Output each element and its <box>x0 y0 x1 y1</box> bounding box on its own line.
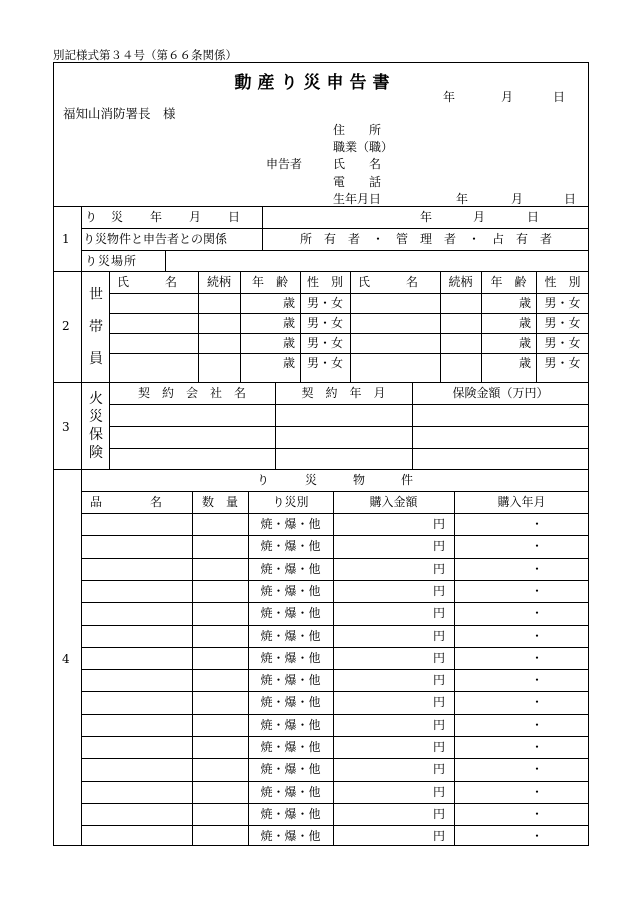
birth-year: 年 <box>456 192 469 206</box>
purchase-date-separator: ・ <box>530 740 543 754</box>
col-header-sex: 性 別 <box>544 275 581 289</box>
col-header-name: 氏 名 <box>358 275 419 289</box>
col-header-relation: 続柄 <box>206 275 231 289</box>
relation-options[interactable]: 所 有 者 ・ 管 理 者 ・ 占 有 者 <box>300 232 553 246</box>
birth-day: 日 <box>564 192 577 206</box>
damage-type-options[interactable]: 焼・爆・他 <box>260 561 321 576</box>
yen-unit: 円 <box>432 695 445 710</box>
damage-type-options[interactable]: 焼・爆・他 <box>260 784 321 799</box>
purchase-date-separator: ・ <box>530 784 543 799</box>
damage-type-options[interactable]: 焼・爆・他 <box>260 673 321 688</box>
purchase-date-separator: ・ <box>530 695 543 710</box>
place-label: り災場所 <box>85 254 138 268</box>
address-label[interactable]: 住 所 <box>333 123 382 137</box>
damage-type-options[interactable]: 焼・爆・他 <box>260 829 321 844</box>
yen-unit: 円 <box>432 806 445 821</box>
phone-label[interactable]: 電 話 <box>333 175 382 189</box>
yen-unit: 円 <box>432 539 445 554</box>
col-header-sex: 性 別 <box>306 275 343 289</box>
form-reference: 別記様式第３４号（第６６条関係） <box>53 48 237 62</box>
damaged-items-caption: り 災 物 件 <box>256 473 413 487</box>
section2-number: 2 <box>62 319 70 333</box>
yen-unit: 円 <box>432 517 445 531</box>
yen-unit: 円 <box>432 561 445 576</box>
section3-number: 3 <box>62 420 70 434</box>
disaster-year: 年 <box>420 210 433 224</box>
yen-unit: 円 <box>432 650 445 665</box>
relation-label: り災物件と申告者との関係 <box>83 232 228 246</box>
name-label[interactable]: 氏 名 <box>333 157 382 171</box>
purchase-date-separator: ・ <box>530 650 543 665</box>
insurance-side-label-4: 険 <box>89 445 103 461</box>
damage-type-options[interactable]: 焼・爆・他 <box>260 762 321 777</box>
col-header-contract-date: 契 約 年 月 <box>301 386 386 400</box>
col-header-item-name: 品 名 <box>90 495 163 509</box>
form-title: 動産り災申告書 <box>234 73 396 93</box>
col-header-age: 年 齢 <box>251 275 288 289</box>
section1-number: 1 <box>62 232 70 246</box>
damage-type-options[interactable]: 焼・爆・他 <box>260 517 321 531</box>
purchase-date-separator: ・ <box>530 539 543 554</box>
damage-type-options[interactable]: 焼・爆・他 <box>260 717 321 732</box>
purchase-date-separator: ・ <box>530 583 543 598</box>
disaster-month: 月 <box>473 210 486 224</box>
purchase-date-separator: ・ <box>530 561 543 576</box>
damage-type-options[interactable]: 焼・爆・他 <box>260 740 321 754</box>
damage-type-options[interactable]: 焼・爆・他 <box>260 606 321 621</box>
age-unit: 歳 <box>282 316 295 330</box>
col-header-damage-type: り災別 <box>272 495 309 509</box>
purchase-date-separator: ・ <box>530 829 543 844</box>
col-header-name: 氏 名 <box>117 275 178 289</box>
insurance-side-label-3: 保 <box>89 427 103 443</box>
report-date-month: 月 <box>501 90 514 104</box>
sex-options[interactable]: 男・女 <box>306 356 343 370</box>
sex-options[interactable]: 男・女 <box>544 336 581 350</box>
section4-number: 4 <box>62 652 70 666</box>
age-unit: 歳 <box>282 336 295 350</box>
sex-options[interactable]: 男・女 <box>544 296 581 310</box>
col-header-purchase-amount: 購入金額 <box>369 495 418 509</box>
age-unit: 歳 <box>518 336 531 350</box>
yen-unit: 円 <box>432 784 445 799</box>
report-date-day: 日 <box>553 90 566 104</box>
occupation-label[interactable]: 職業（職） <box>333 140 394 154</box>
yen-unit: 円 <box>432 583 445 598</box>
insurance-side-label-2: 災 <box>89 409 103 425</box>
col-header-insured-amount: 保険金額（万円） <box>452 386 549 400</box>
sex-options[interactable]: 男・女 <box>306 336 343 350</box>
damage-type-options[interactable]: 焼・爆・他 <box>260 650 321 665</box>
damage-type-options[interactable]: 焼・爆・他 <box>260 695 321 710</box>
damage-type-options[interactable]: 焼・爆・他 <box>260 583 321 598</box>
col-header-age: 年 齢 <box>490 275 527 289</box>
purchase-date-separator: ・ <box>530 762 543 777</box>
age-unit: 歳 <box>518 296 531 310</box>
applicant-label: 申告者 <box>266 157 303 171</box>
birthdate-label[interactable]: 生年月日 <box>333 192 382 206</box>
age-unit: 歳 <box>282 356 295 370</box>
birth-month: 月 <box>511 192 524 206</box>
yen-unit: 円 <box>432 606 445 621</box>
addressee: 福知山消防署長 様 <box>63 106 176 121</box>
sex-options[interactable]: 男・女 <box>544 316 581 330</box>
sex-options[interactable]: 男・女 <box>306 296 343 310</box>
sex-options[interactable]: 男・女 <box>306 316 343 330</box>
age-unit: 歳 <box>518 316 531 330</box>
purchase-date-separator: ・ <box>530 717 543 732</box>
household-side-label-1: 世 <box>89 287 103 303</box>
household-side-label-2: 帯 <box>89 319 103 335</box>
purchase-date-separator: ・ <box>530 606 543 621</box>
yen-unit: 円 <box>432 628 445 643</box>
yen-unit: 円 <box>432 673 445 688</box>
yen-unit: 円 <box>432 740 445 754</box>
report-date-year: 年 <box>443 90 456 104</box>
purchase-date-separator: ・ <box>530 673 543 688</box>
age-unit: 歳 <box>282 296 295 310</box>
purchase-date-separator: ・ <box>530 628 543 643</box>
disaster-date-label: り 災 年 月 日 <box>85 210 242 224</box>
disaster-day: 日 <box>527 210 540 224</box>
insurance-side-label-1: 火 <box>89 391 103 407</box>
purchase-date-separator: ・ <box>530 517 543 531</box>
col-header-quantity: 数 量 <box>201 495 238 509</box>
purchase-date-separator: ・ <box>530 806 543 821</box>
col-header-purchase-date: 購入年月 <box>497 495 546 509</box>
col-header-relation: 続柄 <box>448 275 473 289</box>
yen-unit: 円 <box>432 717 445 732</box>
sex-options[interactable]: 男・女 <box>544 356 581 370</box>
age-unit: 歳 <box>518 356 531 370</box>
household-side-label-3: 員 <box>89 351 103 367</box>
damage-type-options[interactable]: 焼・爆・他 <box>260 628 321 643</box>
col-header-insurance-company: 契 約 会 社 名 <box>137 386 246 400</box>
yen-unit: 円 <box>432 762 445 777</box>
damage-type-options[interactable]: 焼・爆・他 <box>260 539 321 554</box>
damage-type-options[interactable]: 焼・爆・他 <box>260 806 321 821</box>
yen-unit: 円 <box>432 829 445 844</box>
